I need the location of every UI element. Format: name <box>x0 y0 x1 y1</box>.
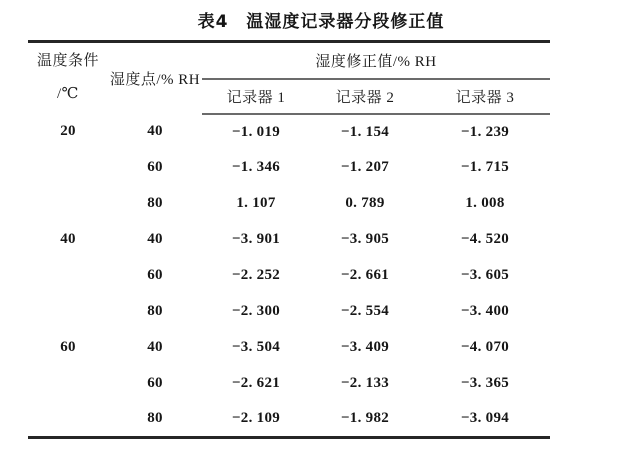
recorder2-cell: −3. 409 <box>340 339 390 355</box>
recorder1-cell: −3. 901 <box>231 231 281 247</box>
recorder2-cell: −1. 982 <box>340 410 390 427</box>
recorder1-cell: −2. 252 <box>231 267 281 283</box>
recorder1-cell: −2. 300 <box>231 303 281 319</box>
table-caption-number: 表4 <box>197 12 229 32</box>
correction-values-table <box>28 40 550 439</box>
recorder1-cell: −2. 621 <box>231 375 281 391</box>
table-row <box>28 402 550 438</box>
header-temperature-condition-line1: 温度条件 <box>36 53 99 70</box>
recorder1-cell: −2. 109 <box>231 410 281 427</box>
recorder3-cell: −4. 070 <box>460 339 510 355</box>
header-recorder-1: 记录器 1 <box>202 79 310 114</box>
recorder3-cell: −3. 365 <box>460 375 510 391</box>
recorder1-cell: −3. 504 <box>231 339 281 355</box>
table-row <box>28 150 550 186</box>
humidity-cell: 40 <box>147 231 163 247</box>
table-header <box>28 42 550 114</box>
humidity-cell: 80 <box>147 303 163 319</box>
temp-cell <box>28 150 108 186</box>
recorder3-cell: −3. 094 <box>460 410 510 427</box>
table-row <box>28 258 550 294</box>
table-row <box>28 294 550 330</box>
humidity-cell: 60 <box>147 267 163 283</box>
humidity-cell: 60 <box>147 375 163 391</box>
header-recorder-2: 记录器 2 <box>310 79 420 114</box>
recorder2-cell: −2. 554 <box>340 303 390 319</box>
header-temperature-condition-unit: /℃ <box>57 86 79 103</box>
header-row-1 <box>28 42 550 79</box>
recorder2-cell: −2. 133 <box>340 375 390 391</box>
temp-cell <box>28 402 108 438</box>
temp-cell <box>28 294 108 330</box>
temp-cell <box>28 258 108 294</box>
recorder1-cell: −1. 019 <box>231 123 281 140</box>
table-body <box>28 114 550 438</box>
table-row <box>28 366 550 402</box>
recorder3-cell: −4. 520 <box>460 231 510 247</box>
recorder1-cell: −1. 346 <box>231 159 281 175</box>
header-humidity-point: 湿度点/% RH <box>109 71 201 88</box>
table-row <box>28 222 550 258</box>
humidity-cell: 80 <box>147 410 163 427</box>
table-caption-text: 温湿度记录器分段修正值 <box>246 12 445 32</box>
humidity-cell: 60 <box>147 159 163 175</box>
recorder2-cell: −1. 154 <box>340 123 390 140</box>
recorder3-cell: −3. 605 <box>460 267 510 283</box>
temp-cell <box>28 366 108 402</box>
humidity-cell: 80 <box>147 195 163 211</box>
temp-cell <box>28 186 108 222</box>
humidity-cell: 40 <box>147 339 163 355</box>
recorder2-cell: −2. 661 <box>340 267 390 283</box>
header-humidity-correction-value: 湿度修正值/% RH <box>202 42 550 79</box>
recorder3-cell: −1. 239 <box>460 123 510 140</box>
recorder3-cell: 1. 008 <box>465 195 505 211</box>
table-caption <box>0 0 642 40</box>
temp-cell: 60 <box>60 339 76 355</box>
header-temperature-condition <box>28 42 108 114</box>
table-row <box>28 186 550 222</box>
recorder2-cell: −3. 905 <box>340 231 390 247</box>
recorder2-cell: 0. 789 <box>345 195 385 211</box>
humidity-cell: 40 <box>147 123 163 139</box>
recorder1-cell: 1. 107 <box>236 195 276 211</box>
recorder2-cell: −1. 207 <box>340 159 390 175</box>
temp-cell: 20 <box>60 123 76 139</box>
table-row <box>28 114 550 150</box>
recorder3-cell: −3. 400 <box>460 303 510 319</box>
header-recorder-3: 记录器 3 <box>420 79 550 114</box>
table-row <box>28 330 550 366</box>
recorder3-cell: −1. 715 <box>460 159 510 175</box>
temp-cell: 40 <box>60 231 76 247</box>
